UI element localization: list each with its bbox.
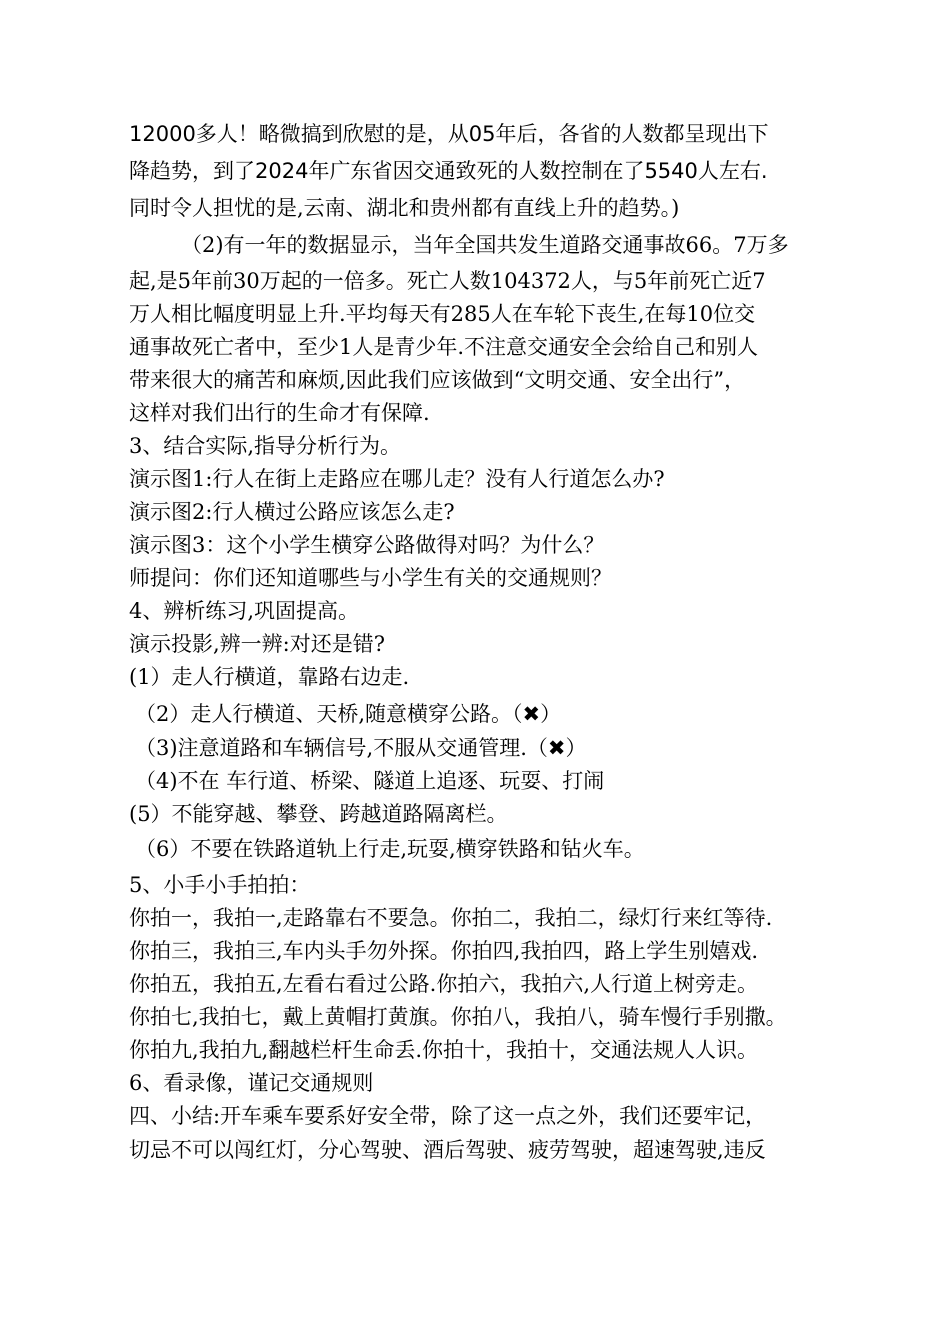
text-line: 演示投影,辨一辨:对还是错? <box>129 632 386 656</box>
text-line: 起,是5年前30万起的一倍多。死亡人数104372人，与5年前死亡近7 <box>129 269 766 293</box>
text-line: 演示图3：这个小学生横穿公路做得对吗？为什么？ <box>129 533 605 557</box>
text-line: 万人相比幅度明显上升.平均每天有285人在车轮下丧生,在每10位交 <box>129 302 756 326</box>
text-line: 演示图2:行人横过公路应该怎么走? <box>129 500 455 524</box>
text-line: 这样对我们出行的生命才有保障. <box>129 401 430 425</box>
list-item: （2）走人行横道、天桥,随意横穿公路。（✖） <box>135 702 562 726</box>
text-line: 师提问：你们还知道哪些与小学生有关的交通规则？ <box>129 566 612 590</box>
list-item: (5）不能穿越、攀登、跨越道路隔离栏。 <box>129 802 508 826</box>
section-heading: 4、辨析练习,巩固提高。 <box>129 599 360 623</box>
rhyme-line: 你拍九,我拍九,翻越栏杆生命丢.你拍十，我拍十，交通法规人人识。 <box>129 1038 759 1062</box>
text-line: 降趋势，到了2024年广东省因交通致死的人数控制在了5540人左右. <box>129 159 768 183</box>
text-line: 演示图1:行人在街上走路应在哪儿走？没有人行道怎么办? <box>129 467 665 491</box>
list-item: （4)不在 车行道、桥梁、隧道上追逐、玩耍、打闹 <box>135 769 605 793</box>
section-heading: 3、结合实际,指导分析行为。 <box>129 434 402 458</box>
list-item: （6）不要在铁路道轨上行走,玩耍,横穿铁路和钻火车。 <box>135 837 645 861</box>
text-line: （2)有一年的数据显示，当年全国共发生道路交通事故66。7万多 <box>181 233 789 257</box>
text-line: 带来很大的痛苦和麻烦,因此我们应该做到“文明交通、安全出行”， <box>129 368 746 392</box>
summary-line: 切忌不可以闯红灯，分心驾驶、酒后驾驶、疲劳驾驶，超速驾驶,违反 <box>129 1138 766 1162</box>
rhyme-line: 你拍七,我拍七，戴上黄帽打黄旗。你拍八，我拍八，骑车慢行手别撒。 <box>129 1005 787 1029</box>
summary-line: 四、小结:开车乘车要系好安全带，除了这一点之外，我们还要牢记， <box>129 1104 767 1128</box>
text-line: 同时令人担忧的是,云南、湖北和贵州都有直线上升的趋势。) <box>129 196 680 220</box>
section-heading: 5、小手小手拍拍： <box>129 873 311 897</box>
list-item: (1）走人行横道，靠路右边走. <box>129 665 410 689</box>
list-item: （3)注意道路和车辆信号,不服从交通管理.（✖） <box>135 736 587 760</box>
text-line: 12000多人！略微搞到欣慰的是，从05年后，各省的人数都呈现出下 <box>129 122 769 146</box>
rhyme-line: 你拍三，我拍三,车内头手勿外探。你拍四,我拍四，路上学生别嬉戏. <box>129 939 759 963</box>
section-heading: 6、看录像，谨记交通规则 <box>129 1071 374 1095</box>
text-line: 通事故死亡者中，至少1人是青少年.不注意交通安全会给自己和别人 <box>129 335 759 359</box>
rhyme-line: 你拍一，我拍一,走路靠右不要急。你拍二，我拍二，绿灯行来红等待. <box>129 906 773 930</box>
rhyme-line: 你拍五，我拍五,左看右看过公路.你拍六，我拍六,人行道上树旁走。 <box>129 972 759 996</box>
